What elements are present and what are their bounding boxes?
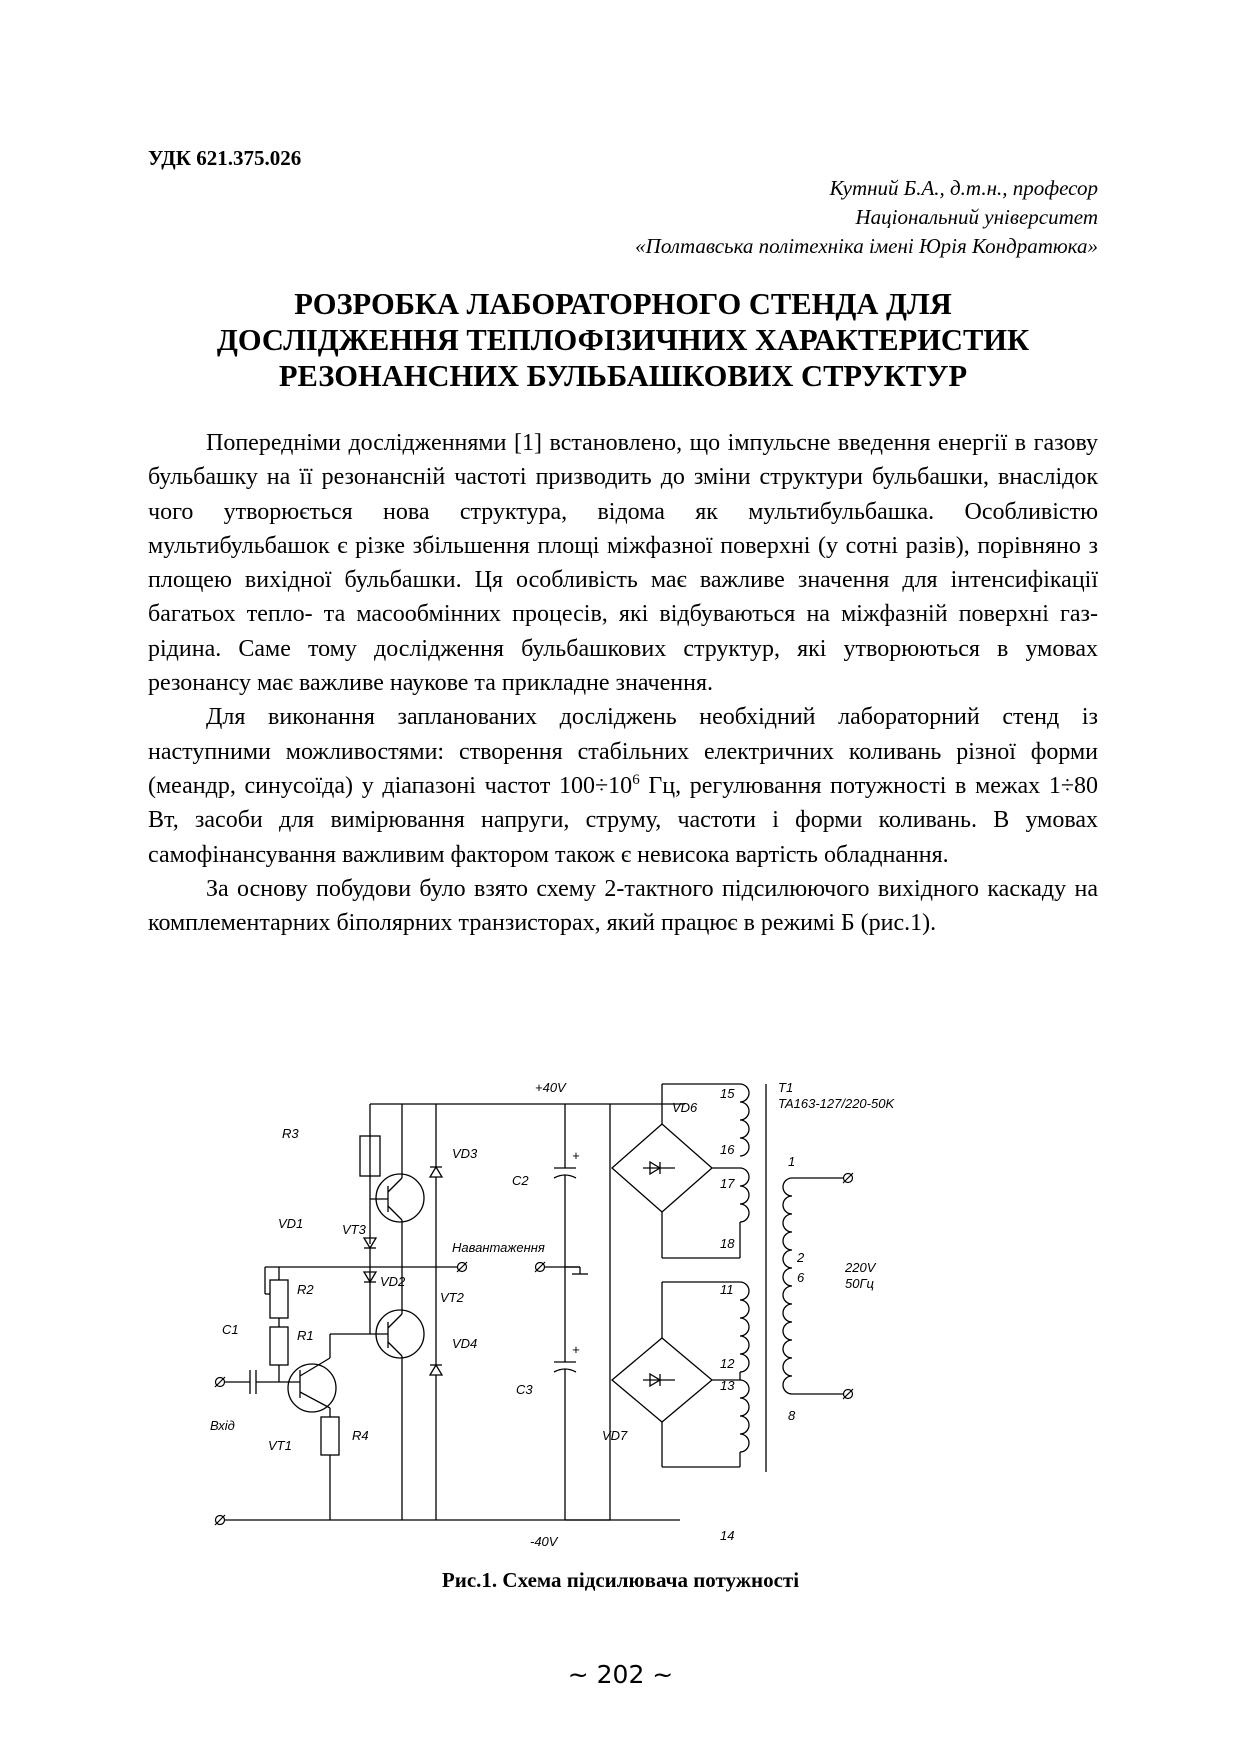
label-vd4: VD4 <box>452 1336 478 1351</box>
label-pin-16: 16 <box>720 1142 735 1157</box>
label-minus40: -40V <box>530 1534 558 1549</box>
paragraph-2 <box>148 700 1098 871</box>
label-t1: T1 <box>778 1080 794 1095</box>
label-pin-8: 8 <box>788 1408 796 1423</box>
label-t1-type: TA163-127/220-50K <box>778 1096 895 1111</box>
transformer-secondary-lower <box>740 1282 749 1467</box>
title-line-1: РОЗРОБКА ЛАБОРАТОРНОГО СТЕНДА ДЛЯ <box>294 287 952 321</box>
paragraph-2-superscript: 6 <box>632 771 640 788</box>
label-c1: C1 <box>222 1322 239 1337</box>
label-vd3: VD3 <box>452 1146 478 1161</box>
paragraph-3: За основу побудови було взято схему 2-тактного підсилюючого вихідного каскаду на комплементарних біполярних транзисторах, який працює в режимі Б (рис.1). <box>148 875 1098 937</box>
label-vd7: VD7 <box>602 1428 628 1443</box>
label-pin-17: 17 <box>720 1176 735 1191</box>
body-text <box>148 426 1098 940</box>
input-ground-terminal <box>215 1515 225 1525</box>
label-r2: R2 <box>297 1282 314 1297</box>
page-number: ~ 202 ~ <box>567 1660 674 1689</box>
resistor-r4 <box>321 1417 339 1455</box>
label-plus40: +40V <box>535 1080 566 1095</box>
load-terminal-2 <box>535 1262 545 1272</box>
mains-terminal-1 <box>843 1173 853 1183</box>
label-r1: R1 <box>297 1328 314 1343</box>
label-load: Навантаження <box>452 1240 545 1255</box>
circuit-schematic <box>200 1062 1100 1562</box>
author-affiliation-1: Національний університет <box>855 205 1098 229</box>
label-vt1: VT1 <box>268 1438 292 1453</box>
diode-vd3 <box>430 1167 442 1177</box>
load-terminal-1 <box>457 1262 467 1272</box>
label-input: Вхід <box>210 1418 235 1433</box>
transistor-vt3 <box>376 1174 424 1222</box>
label-vt2: VT2 <box>440 1290 464 1305</box>
label-vd6: VD6 <box>672 1100 698 1115</box>
label-r3: R3 <box>282 1126 299 1141</box>
input-terminal <box>215 1377 225 1387</box>
author-name: Кутний Б.А., д.т.н., професор <box>829 176 1098 200</box>
label-vt3: VT3 <box>342 1222 366 1237</box>
transistor-vt1 <box>288 1364 336 1412</box>
label-pin-18: 18 <box>720 1236 735 1251</box>
label-pin-14: 14 <box>720 1528 735 1543</box>
label-r4: R4 <box>352 1428 369 1443</box>
label-c2: C2 <box>512 1173 529 1188</box>
figure-caption: Рис.1. Схема підсилювача потужності <box>441 1568 800 1592</box>
label-pin-1: 1 <box>788 1154 796 1169</box>
paragraph-2-part-2: Гц, регулювання потужності в межах 1÷80 Вт, засоби для вимірювання напруги, струму, частоти і форми коливань. В умовах самофінансування важливим фактором також є невисока вартість обладнання. <box>148 772 1098 868</box>
resistor-r2 <box>270 1280 288 1318</box>
transformer-secondary-upper <box>740 1084 749 1258</box>
author-affiliation-2: «Полтавська політехніка імені Юрія Кондратюка» <box>635 234 1098 258</box>
label-pin-12: 12 <box>720 1356 735 1371</box>
label-vd1: VD1 <box>278 1216 304 1231</box>
diode-vd4 <box>430 1365 442 1375</box>
paragraph-1: Попередніми дослідженнями [1] встановлено, що імпульсне введення енергії в газову бульбашку на її резонансній частоті призводить до зміни структури бульбашки, внаслідок чого утворюється нова структура, відома як мультибульбашка. Особливістю мультибульбашок є різке збільшення площі міжфазної поверхні (у сотні разів), порівняно з площею вихідної бульбашки. Ця особливість має важливе значення для інтенсифікації багатьох тепло- та масообмінних процесів, які відбуваються на міжфазній поверхні газ-рідина. Саме тому дослідження бульбашкових структур, які утворюються в умовах резонансу має важливе наукове та прикладне значення. <box>148 430 1098 697</box>
label-pin-13: 13 <box>720 1378 735 1393</box>
circuit-figure <box>200 1062 1100 1562</box>
paper-title <box>148 286 1098 394</box>
label-mains-frequency: 50Гц <box>845 1276 874 1291</box>
title-line-3: РЕЗОНАНСНИХ БУЛЬБАШКОВИХ СТРУКТУР <box>278 359 968 393</box>
resistor-r1 <box>270 1327 288 1365</box>
udc-code: УДК 621.375.026 <box>148 146 302 170</box>
label-pin-6: 6 <box>797 1270 805 1285</box>
title-line-2: ДОСЛІДЖЕННЯ ТЕПЛОФІЗИЧНИХ ХАРАКТЕРИСТИК <box>216 323 1030 357</box>
label-c3: C3 <box>516 1382 533 1397</box>
paragraph-2-part-1: Для виконання запланованих досліджень необхідний лабораторний стенд із наступними можливостями: створення стабільних електричних коливань різної форми (меандр, синусоїда) у діапазоні частот 100÷10 <box>148 704 1098 799</box>
label-mains-voltage: 220V <box>845 1260 876 1275</box>
transformer-primary <box>783 1178 844 1394</box>
label-pin-11: 11 <box>720 1282 734 1297</box>
label-pin-2: 2 <box>797 1250 805 1265</box>
label-c3-plus: + <box>572 1342 580 1357</box>
mains-terminal-2 <box>843 1389 853 1399</box>
label-pin-15: 15 <box>720 1086 735 1101</box>
author-block <box>398 174 1098 261</box>
label-vd2: VD2 <box>380 1274 406 1289</box>
label-c2-plus: + <box>572 1148 580 1163</box>
